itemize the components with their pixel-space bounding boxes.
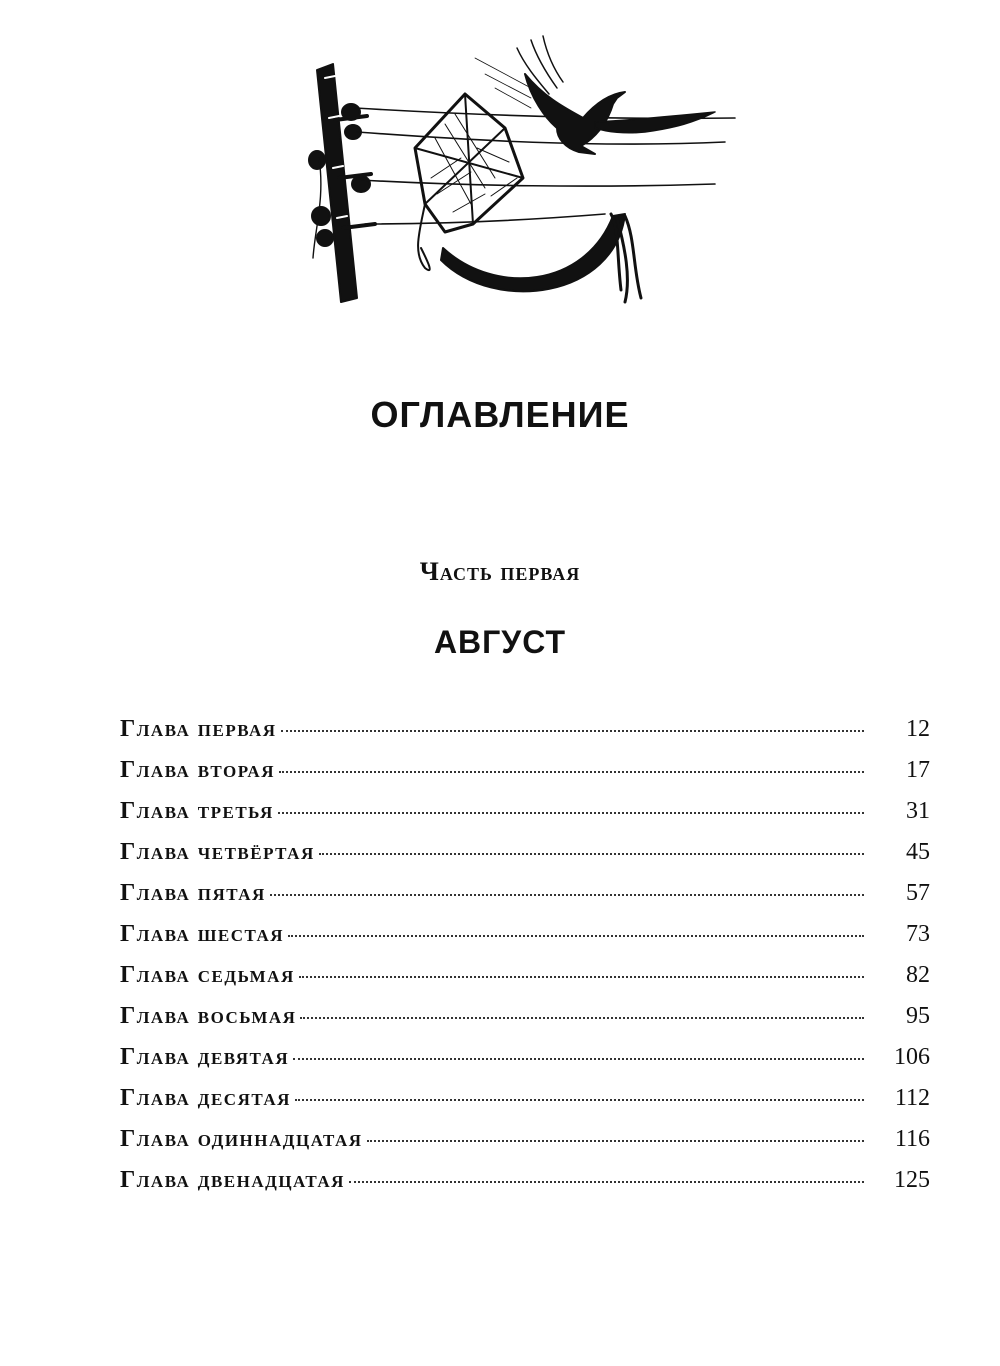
toc-entry[interactable] [120,839,930,880]
chapter-title: Глава двенадцатая [120,1167,345,1193]
page-number: 12 [906,716,930,742]
chapter-title: Глава девятая [120,1044,290,1070]
dot-leader [293,1058,864,1060]
pole-kite-bird-illustration [295,28,745,313]
page-number: 95 [906,1003,930,1029]
toc-entry[interactable] [120,1085,930,1126]
toc-entry[interactable] [120,716,930,757]
toc-entry[interactable] [120,880,930,921]
page-number: 17 [906,757,930,783]
toc-entry[interactable] [120,1126,930,1167]
toc-entry[interactable] [120,962,930,1003]
toc-entry[interactable] [120,921,930,962]
page-number: 73 [906,921,930,947]
dot-leader [367,1140,864,1142]
page-number: 57 [906,880,930,906]
dot-leader [279,771,864,773]
dot-leader [281,730,864,732]
chapter-title: Глава десятая [120,1085,291,1111]
dot-leader [299,976,864,978]
dot-leader [349,1181,864,1183]
toc-entry[interactable] [120,1044,930,1085]
dot-leader [300,1017,864,1019]
page-number: 45 [906,839,930,865]
chapter-title: Глава седьмая [120,962,295,988]
part-label: Часть первая [419,557,581,586]
chapter-title: Глава восьмая [120,1003,297,1029]
part-title: АВГУСТ [433,624,567,660]
chapter-title: Глава вторая [120,757,275,783]
toc-entry[interactable] [120,1167,930,1208]
chapter-title: Глава пятая [120,880,266,906]
chapter-title: Глава шестая [120,921,285,947]
chapter-title: Глава одиннадцатая [120,1126,363,1152]
page-number: 82 [906,962,930,988]
page-number: 106 [894,1044,930,1070]
chapter-title: Глава первая [120,716,277,742]
dot-leader [319,853,864,855]
dot-leader [278,812,864,814]
chapter-title: Глава третья [120,798,274,824]
toc-entry[interactable] [120,1003,930,1044]
page-number: 112 [894,1085,930,1111]
contents-heading: ОГЛАВЛЕНИЕ [370,394,630,435]
table-of-contents [120,716,930,1208]
dot-leader [295,1099,864,1101]
page-number: 116 [894,1126,930,1152]
chapter-title: Глава четвёртая [120,839,315,865]
page-number: 31 [906,798,930,824]
dot-leader [288,935,864,937]
toc-entry[interactable] [120,757,930,798]
toc-entry[interactable] [120,798,930,839]
page-number: 125 [894,1167,930,1193]
dot-leader [270,894,864,896]
